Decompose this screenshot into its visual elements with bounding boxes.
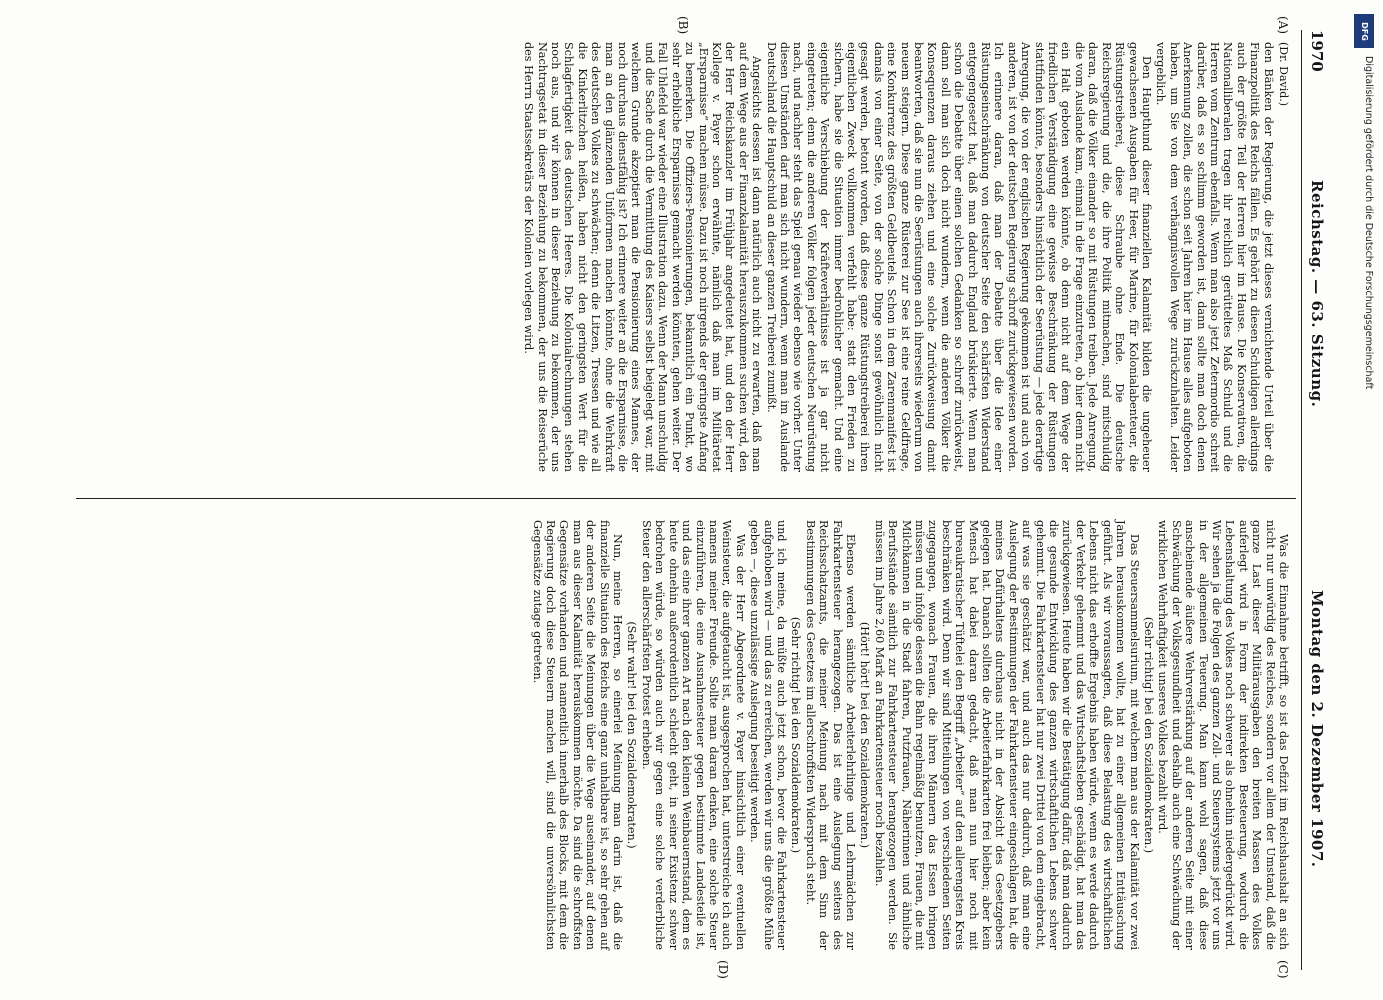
interjection: (Hört! hört! bei den Sozialdemokraten.) — [858, 621, 872, 849]
page-number: 1970 — [1308, 30, 1326, 72]
imprint-strip — [1352, 8, 1378, 993]
margin-marker-d: (D) — [716, 960, 730, 979]
column-divider — [76, 498, 1296, 499]
header-right-title: Montag den 2. Dezember 1907. — [1308, 590, 1326, 868]
paragraph: Nun, meine Herren, so einerlei Meinung man darin ist, daß die finanzielle Situation des Reichs eine ganz unhaltbare ist, so sehr gehen auf der anderen Seite die Meinungen über die Wege auseinander, auf denen man aus dieser Kalamität herauskommen möchte. Da sind die schroffsten Gegensätze vorhanden und namentlich innerhalb des Blocks, mit dem die Regierung doch diese Steuern machen will, sind die unversöhnlichsten Gegensätze zutage getreten. — [530, 520, 625, 950]
right-column — [529, 520, 1290, 950]
funding-notice: Digitalisierung gefördert durch die Deutsche Forschungsgemeinschaft — [1363, 56, 1374, 390]
paragraph: Das Steuersammelsurium, mit welchem man aus der Kalamität vor zwei Jahren herauskommen wollte, hat zu einer allgemeinen Enttäuschung geführt. Als wir voraussagten, daß diese Belastung des wirtschaftlichen Lebens nicht das erhoffte Ergebnis haben würde, wenn es werde dadurch der Verkehr gehemmt und das Wirtschaftsleben geschädigt, hat man das zurückgewiesen. Heute haben wir die Bestätigung dafür, daß man dadurch die gesunde Entwicklung des ganzen wirtschaftlichen Lebens schwer gehemmt. Die Fahrkartensteuer hat nur zwei Drittel von dem eingebracht, auf was sie geschätzt war, und auch das nur dadurch, daß man eine Auslegung der Bestimmungen der Fahrkartensteuer eingeschlagen hat, die meines Dafürhaltens durchaus nicht in der Absicht des Gesetzgebers gelegen hat. Danach sollten die Arbeiterfahrkarten frei bleiben; aber kein Mensch hat dabei daran gedacht, daß man nun hier noch mit bureaukratischer Tüftelei den Begriff „Arbeiter“ auf den allerengsten Kreis beschränken wird. Denn wir sind Mitteilungen von verschiedenen Seiten zugegangen, wonach Frauen, die ihren Männern das Essen bringen müssen und infolge dessen die Bahn regelmäßig benutzen, Frauen, die mit Milchkannen in die Stadt fahren, Putzfrauen, Näherinnen und ähnliche Berufsstände sämtlich zur Fahrkartensteuer herangezogen werden. Sie müssen im Jahre 2,60 Mark an Fahrkartensteuer noch bezahlen. — [872, 520, 1141, 950]
rotated-document — [60, 16, 1330, 979]
margin-marker-a: (A) — [1276, 16, 1290, 35]
header-left-title: Reichstag. — 63. Sitzung. — [1308, 180, 1326, 408]
paragraph: Was der Herr Abgeordnete v. Payer hinsichtlich einer eventuellen Weinsteuer, die aufgetaucht ist, ausgesprochen hat, unterstreiche ich auch namens meiner Freunde. Sollte man daran denken, eine solche Steuer einzuführen, die eine Ausnahmesteuer gegen bestimmte Landesteile ist, und das eine ihrer ganzen Art nach den kleinen Weinbauernstand, dem es heute ohnehin außerordentlich schlecht geht, in seiner Existenz schwer bedrohen würde, so würden auch wir gegen eine solche verderbliche Steuer den allerschärfsten Protest erheben. — [639, 520, 747, 950]
paragraph: Den Haupthund dieser finanziellen Kalamität bilden die ungeheuer gewachsenen Ausgaben für Heer, für Marine, für Kolonialabenteuer, die Rüstungstreiberei, diese Schraube ohne Ende. Die deutsche Reichsregierung und die, die ihre Politik mitmachen, sind mitschuldig daran, daß die Völker einander so mit Rüstungen treiben. Jede Anregung, die vom Auslande kam, einmal in die Frage einzutreten, ob hier denn nicht ein Halt geboten werden könnte, ob denn nicht auf dem Wege der friedlichen Verständigung eine gewisse Beschränkung der Rüstungen stattfinden könnte, besonders hinsichtlich der Seerüstung — jede derartige Anregung, die von der englischen Regierung gekommen ist und auch von anderen, ist von der deutschen Regierung schroff zurückgewiesen worden. Ich erinnere daran, daß man der Debatte über die Idee einer Rüstungseinschränkung von deutscher Seite den schärfsten Widerstand entgegengesetzt hat, daß man dadurch England brüskierte. Wenn man schon die Debatte über einen solchen Gedanken so schroff zurückweist, dann soll man sich doch nicht wundern, wenn die anderen Völker die Konsequenzen daraus ziehen und eine solche Zurückweisung damit beantworten, daß sie nun die Seerüstungen auch ihrerseits wiederum von neuem steigern. Diese ganze Rüsterei zur See ist eine reine Geldfrage, eine Konkurrenz des größten Geldbeutels. Schon in dem Zarenmanifest ist damals von einer Seite, von der solche Dinge sonst gewöhnlich nicht gesagt werden, betont worden, daß diese ganze Rüstungstreiberei ihren eigentlichen Zweck vollkommen verfehlt habe: statt den Frieden zu sichern, habe sie die Situation immer bedrohlicher gemacht. Und eine eigentliche Verschiebung der Kräfteverhältnisse ist ja gar nicht eingetreten; denn die anderen Völker folgen jeder deutschen Neurüstung nach, und nachher steht das Spiel genau wieder ebenso wie vorher. Unter diesen Umständen darf man sich nicht wundern, wenn man im Auslande Deutschland die Hauptschuld an dieser ganzen Treiberei zumißt. — [764, 42, 1153, 472]
interjection: (Sehr richtig! bei den Sozialdemokraten.) — [789, 616, 803, 854]
paragraph: den Bänken der Regierung, die jetzt dieses vernichtende Urteil über die Finanzpolitik des Reichs fällen. Es gehört zu diesen Schuldigen allerdings auch der größte Teil der Herren hier im Hause. Die Konservativen, die Nationalliberalen tragen ihr reichlich gerütteltes Maß Schuld und die Herren vom Zentrum ebenfalls. Wenn man also jetzt Zetermordio schreit darüber, daß es so schlimm geworden ist, dann sollte man doch denen Anerkennung zollen, die schon seit Jahren hier im Hause alles aufgeboten haben, um Sie von dem verhängnisvollen Wege zurückzuhalten. Leider vergeblich. — [1154, 42, 1275, 472]
interjection: (Sehr wahr! bei den Sozialdemokraten.) — [625, 621, 639, 849]
paragraph: Was die Einnahme betrifft, so ist das Defizit im Reichshaushalt an sich nicht nur unwürdig des Reiches, sondern vor allem der Umstand, daß die ganze Last dieser Militärausgaben den breiten Massen des Volkes auferlegt wird in Form der indirekten Besteuerung, wodurch die Lebenshaltung des Volkes noch schwerer als ohnehin niedergedrückt wird. Wir sehen ja die Folgen des ganzen Zoll- und Steuersystems jetzt vor uns in der allgemeinen Teuerung. Man kann wohl sagen, daß diese anscheinende äußere Wehrverstärkung auf der anderen Seite mit einer Schwächung der Volksgesundheit und deshalb auch eine Schwächung der wirklichen Wehrhaftigkeit unseres Volkes bezahlt wird. — [1156, 520, 1290, 950]
page-header — [1301, 30, 1330, 970]
paragraph: und ich meine, da müßte auch jetzt schon, bevor die Fahrkartensteuer aufgehoben wird — und das zu erreichen, werden wir uns die größte Mühe geben —, diese unzulässige Auslegung beseitigt werden. — [748, 520, 788, 950]
paragraph: Ebenso werden sämtliche Arbeiterlehrlinge und Lehrmädchen zur Fahrkartensteuer herangezogen. Das ist eine Auslegung seitens des Reichsschatzamts, die meiner Meinung nach mit dem Sinn der Bestimmungen des Gesetzes im allerschroffsten Widerspruch steht. — [803, 520, 857, 950]
dfg-logo: DFG — [1354, 14, 1374, 48]
margin-marker-b: (B) — [676, 16, 690, 35]
interjection: (Sehr richtig! bei den Sozialdemokraten.) — [1141, 616, 1155, 854]
left-column — [521, 42, 1290, 472]
paragraph: Angesichts dessen ist dann natürlich auch nicht zu erwarten, daß man auf dem Wege aus der Finanzkalamität herauszukommen suchen wird, den der Herr Reichskanzler im Frühjahr angedeutet hat, und den der Herr Kollege v. Payer schon erwähnte, nämlich daß man im Militäretat „Ersparnisse“ machen müsse. Dazu ist noch nirgends der geringste Anfang zu bemerken. Die Offiziers-Pensionierungen, bekanntlich ein Punkt, wo sehr erhebliche Ersparnisse gemacht werden könnten, gehen weiter. Der Fall Uhlefeld war wieder eine Illustration dazu. Wenn der Mann unschuldig und die Sache durch die Vermittlung des Kaisers selbst beigelegt war, mit welchem Grunde akzeptiert man die Pensionierung eines Mannes, der noch durchaus dienstfähig ist? Ich erinnere weiter an die Ersparnisse, die man an den glänzenden Uniformen machen könnte, ohne die Wehrkraft des deutschen Volkes zu schwächen; denn die Litzen, Tressen und wie all die Kinkerlitzchen heißen, haben nicht den geringsten Wert für die Schlagfertigkeit des deutschen Heeres. Die Kolonialrechnungen stehen noch aus, und wir können in dieser Beziehung zu bekommen, der uns Nachtragsetat in dieser Beziehung zu bekommen, der uns die Reiserüche des Herrn Staatssekretärs der Kolonien vorlegen wird. — [522, 42, 764, 472]
speaker-label: (Dr. David.) — [1277, 42, 1290, 107]
margin-marker-c: (C) — [1276, 960, 1290, 979]
